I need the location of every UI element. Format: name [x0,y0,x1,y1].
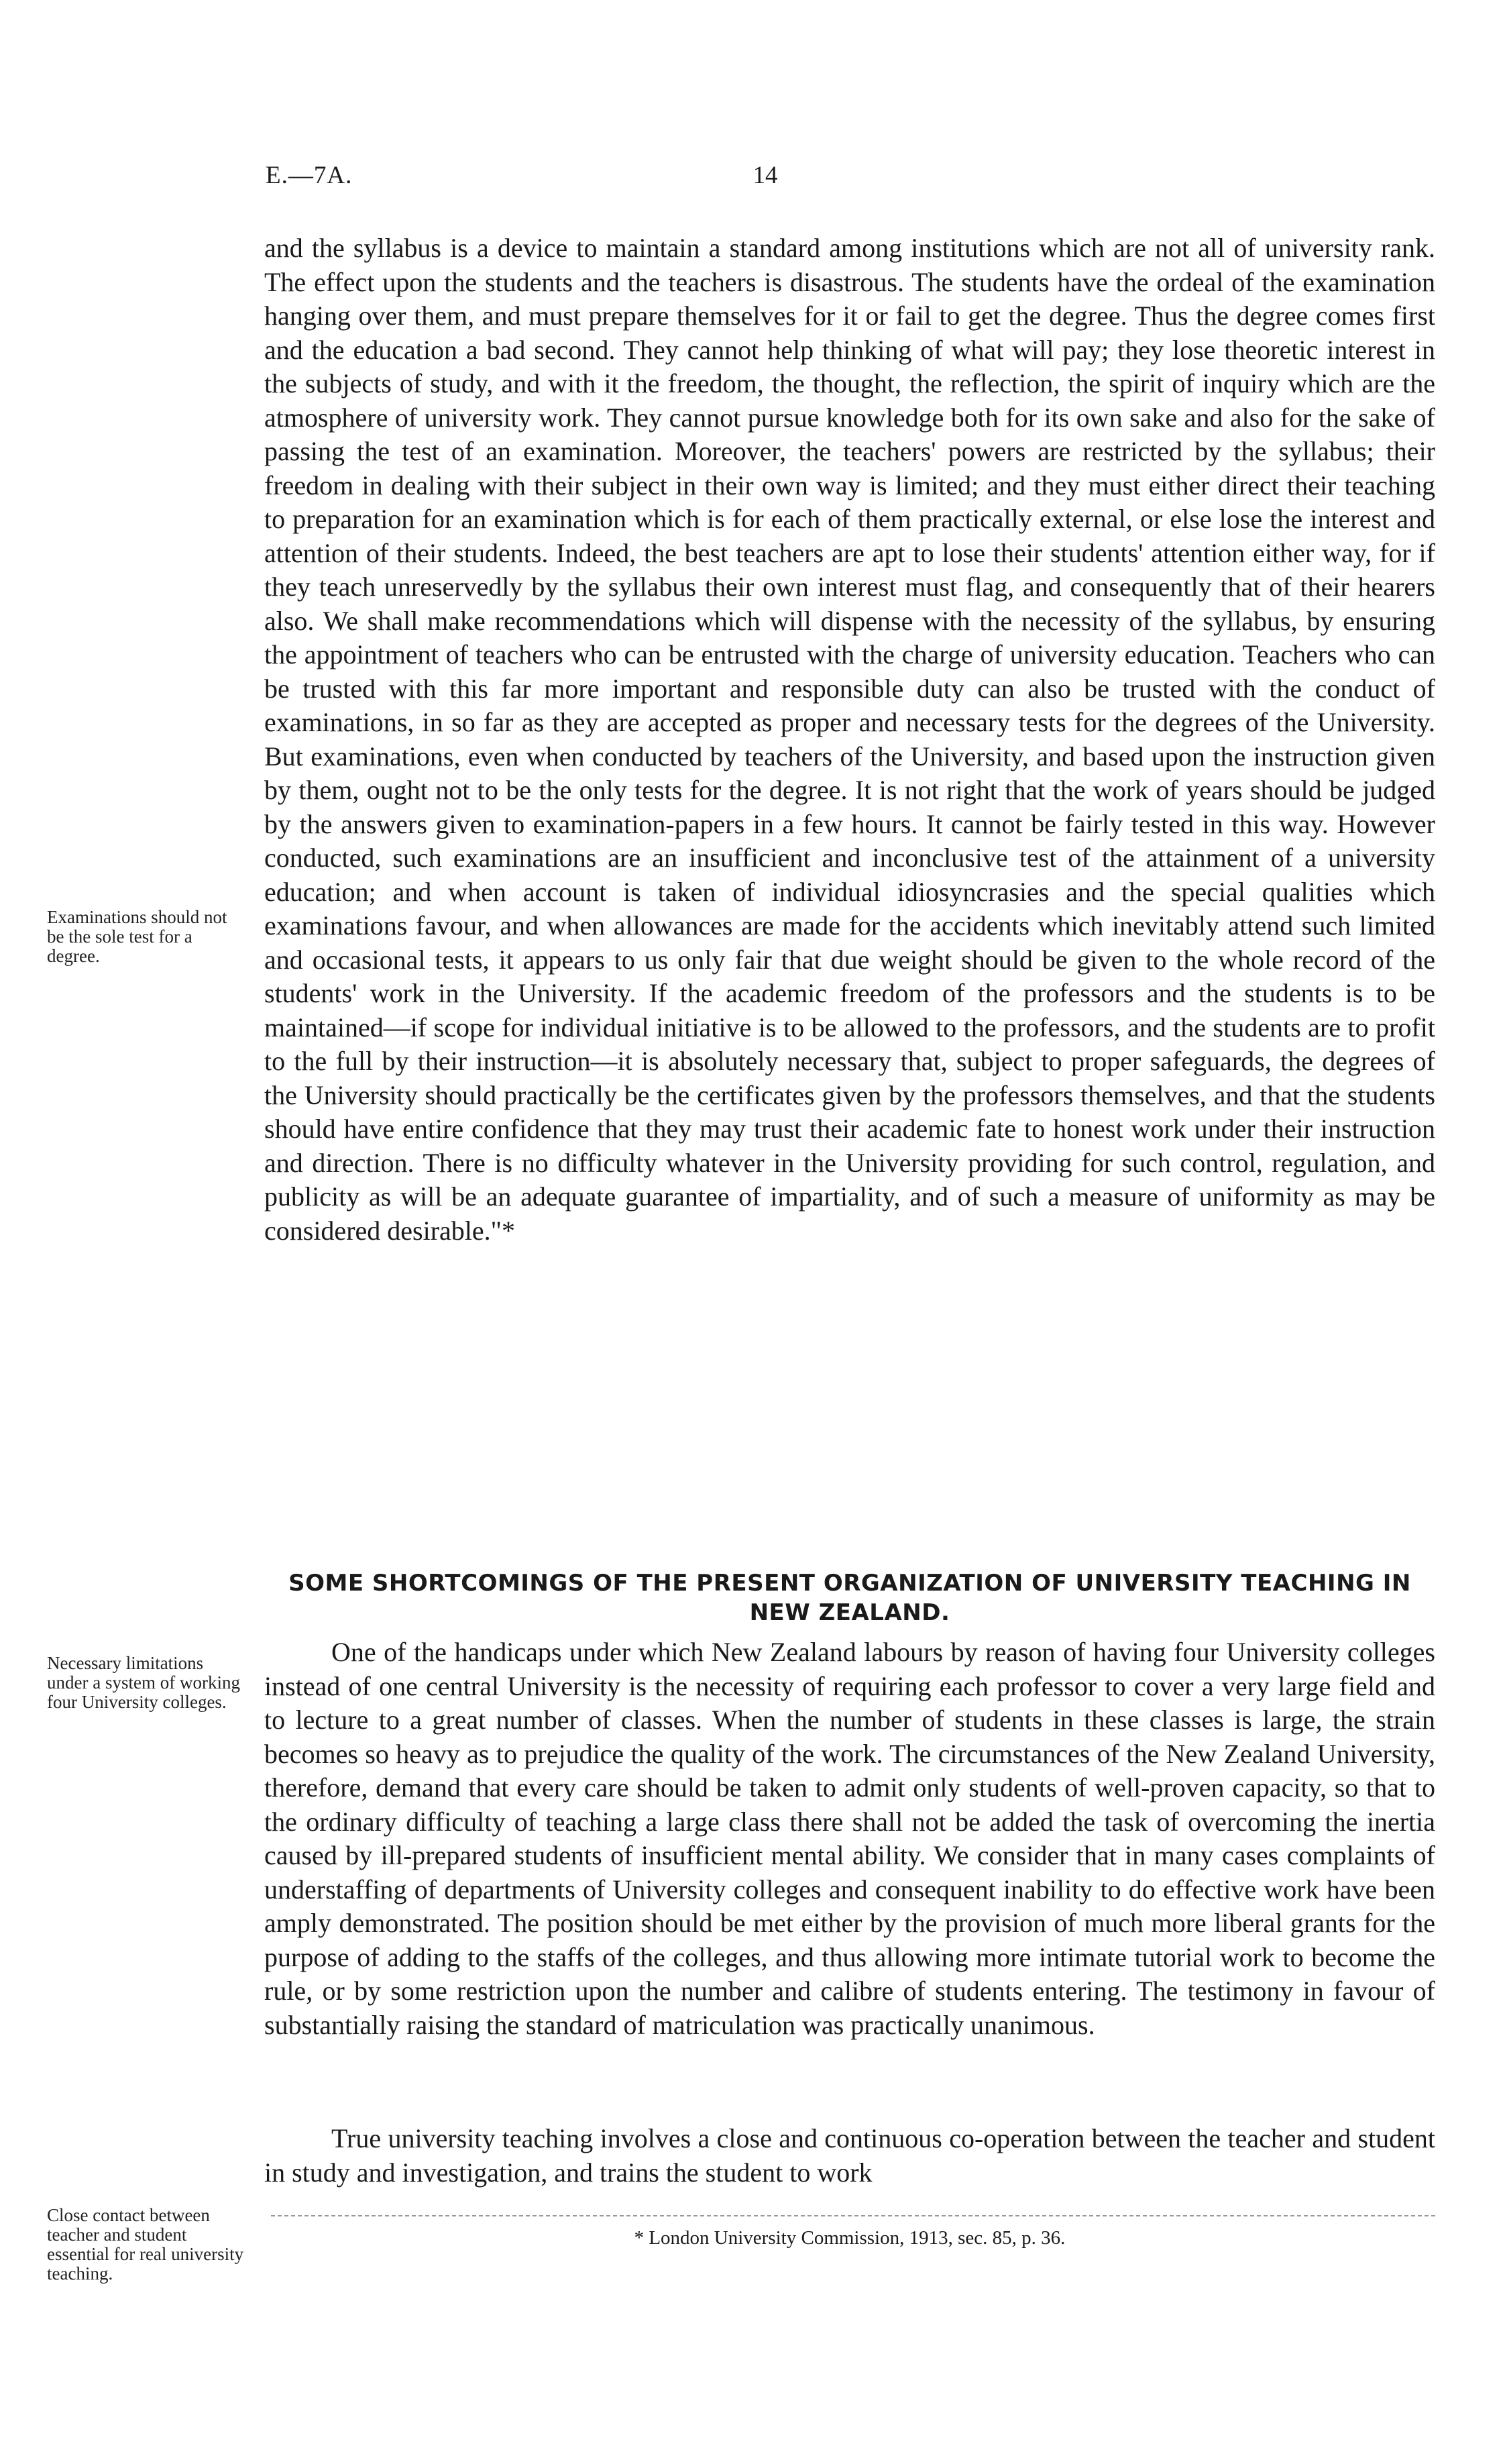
footnote-divider [271,2215,1435,2216]
body-paragraph [264,2122,1435,2190]
document-code: E.—7A. [266,162,353,189]
page-header [266,161,1439,201]
footnote: * London University Commission, 1913, sec. 85, p. 36. [634,2227,1066,2249]
margin-note-examinations: Examinations should not be the sole test for a degree. [47,907,227,966]
margin-note-limitations: Necessary limitations under a system of working four University colleges. [47,1653,240,1712]
page-number: 14 [752,162,778,189]
section-heading: SOME SHORTCOMINGS OF THE PRESENT ORGANIZATION OF UNIVERSITY TEACHING IN NEW ZEALAND. [288,1570,1411,1626]
body-paragraph [264,1636,1435,2042]
paragraph-text: True university teaching involves a close and continuous co-operation between the teacher and student in study and investigation, and trains the student to work [264,2123,1435,2188]
body-paragraph [264,231,1435,1248]
paragraph-text: and the syllabus is a device to maintain a standard among institutions which are not all of university rank. The effect upon the students and the teachers is disastrous. The students have the ordeal of the examination hanging over them, and must prepare themselves for it or fail to get the degree. Thus the degree comes first and the education a bad second. They cannot help thinking of what will pay; they lose theoretic interest in the subjects of study, and with it the freedom, the thought, the reflection, the spirit of inquiry which are the atmosphere of university work. They cannot pursue knowledge both for its own sake and also for the sake of passing the test of an examination. Moreover, the teachers' powers are restricted by the syllabus; their freedom in dealing with their subject in their own way is limited; and they must either direct their teaching to preparation for an examination which is for each of them practically external, or else lose the interest and attention of their students. Indeed, the best teachers are apt to lose their students' attention either way, for if they teach unreservedly by the syllabus their own interest must flag, and consequently that of their hearers also. We shall make recommendations which will dispense with the necessity of the syllabus, by ensuring the appointment of teachers who can be entrusted with the charge of university education. Teachers who can be trusted with this far more important and responsible duty can also be trusted with the conduct of examinations, in so far as they are accepted as proper and necessary tests for the degrees of the University. But examinations, even when conducted by teachers of the University, and based upon the instruction given by them, ought not to be the only tests for the degree. It is not right that the work of years should be judged by the answers given to examination-papers in a few hours. It cannot be fairly tested in this way. However conducted, such examinations are an insufficient and inconclusive test of the attainment of a university education; and when account is taken of individual idiosyncrasies and the special qualities which examinations favour, and when allowances are made for the accidents which inevitably attend such limited and occasional tests, it appears to us only fair that due weight should be given to the whole record of the students' work in the University. If the academic freedom of the professors and the students is to be maintained—if scope for individual initiative is to be allowed to the professors, and the students are to profit to the full by their instruction—it is absolutely necessary that, subject to proper safeguards, the degrees of the University should practically be the certificates given by the professors themselves, and that the students should have entire confidence that they may trust their academic fate to honest work under their instruction and direction. There is no difficulty whatever in the University providing for such control, regulation, and publicity as will be an adequate guarantee of impartiality, and of such a measure of uniformity as may be considered desirable."* [264,233,1435,1246]
paragraph-text: One of the handicaps under which New Zealand labours by reason of having four University colleges instead of one central University is the necessity of requiring each professor to cover a very large field and to lecture to a great number of classes. When the number of students in these classes is large, the strain becomes so heavy as to prejudice the quality of the work. The circumstances of the New Zealand University, therefore, demand that every care should be taken to admit only students of well-proven capacity, so that to the ordinary difficulty of teaching a large class there shall not be added the task of overcoming the inertia caused by ill-prepared students of insufficient mental ability. We consider that in many cases complaints of understaffing of departments of University colleges and consequent inability to do effective work have been amply demonstrated. The position should be met either by the provision of much more liberal grants for the purpose of adding to the staffs of the colleges, and thus allowing more intimate tutorial work to become the rule, or by some restriction upon the number and calibre of students entering. The testimony in favour of substantially raising the standard of matriculation was practically unanimous. [264,1637,1435,2040]
margin-note-close-contact: Close contact between teacher and student essential for real university teaching. [47,2205,244,2284]
